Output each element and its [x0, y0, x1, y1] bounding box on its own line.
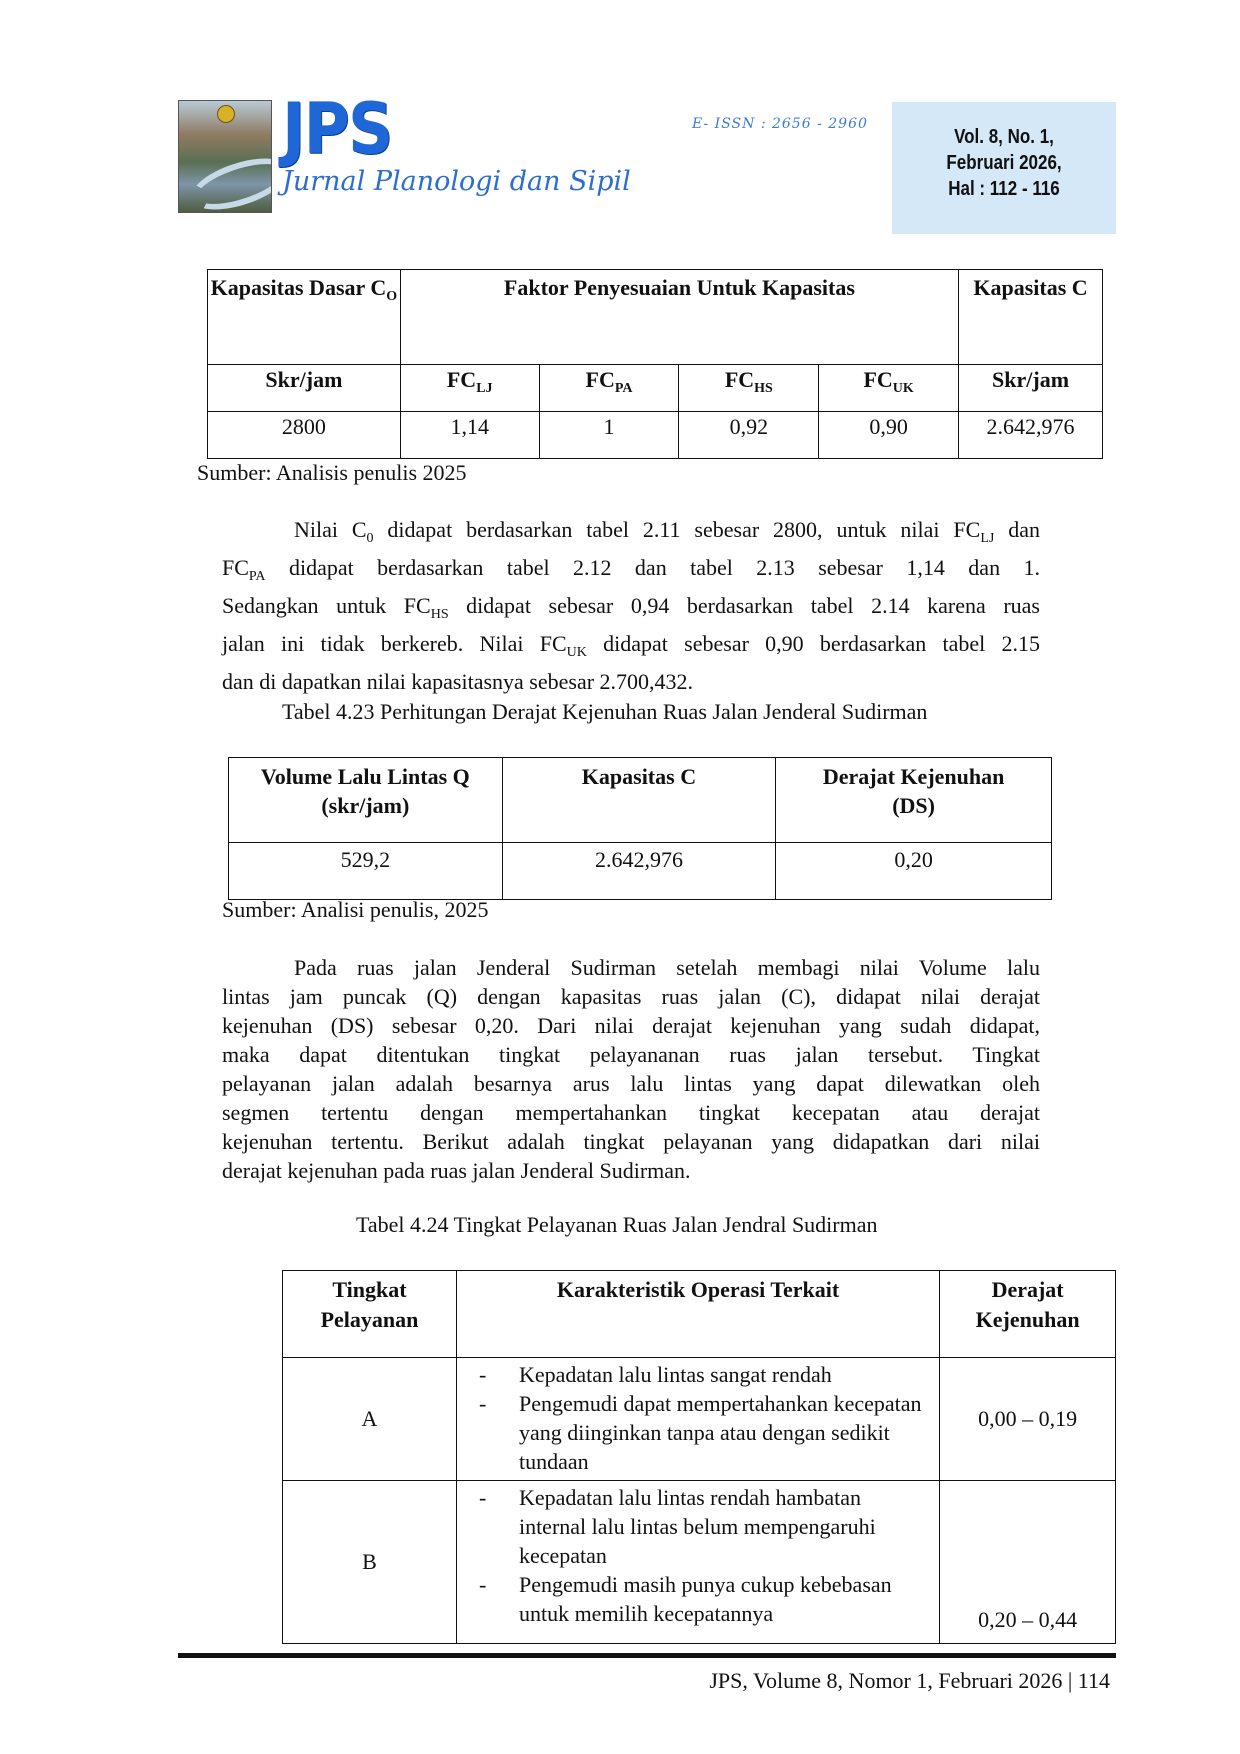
characteristics-cell [456, 1481, 939, 1644]
header-fc-pa: $FC_{PA}$ [539, 365, 679, 412]
table-cell: 2800 [208, 412, 401, 459]
emblem-icon [217, 105, 235, 123]
capacity-table [207, 269, 1103, 459]
table3-caption: Tabel 4.24 Tingkat Pelayanan Ruas Jalan Jendral Sudirman [356, 1212, 878, 1237]
volume-info-box [892, 102, 1116, 234]
table1-source: Sumber: Analisis penulis 2025 [197, 460, 467, 485]
saturation-range-cell: 0,20 – 0,44 [940, 1481, 1116, 1644]
table-cell: 0,20 [776, 843, 1052, 900]
list-item: - Pengemudi masih punya cukup kebebasan untuk memilih kecepatannya [478, 1572, 892, 1626]
list-item: - Pengemudi dapat mempertahankan kecepatan yang diinginkan tanpa atau dengan sedikit tundaan [478, 1391, 922, 1474]
table-cell: 2.642,976 [959, 412, 1103, 459]
page-footer: JPS, Volume 8, Nomor 1, Februari 2026 | 114 [709, 1668, 1110, 1693]
table-cell: 1,14 [400, 412, 539, 459]
header-capacity-base: Kapasitas Dasar $C_O$ [208, 270, 401, 365]
unit-left: Skr/jam [208, 365, 401, 412]
table-cell: 529,2 [229, 843, 503, 900]
pages-line: Hal : 112 - 116 [948, 178, 1060, 200]
header-saturation-degree: Derajat Kejenuhan [940, 1271, 1116, 1358]
header-saturation: Derajat Kejenuhan (DS) [776, 758, 1052, 843]
header-capacity-c: Kapasitas C [959, 270, 1103, 365]
unit-right: Skr/jam [959, 365, 1103, 412]
table-cell: 0,90 [819, 412, 959, 459]
table2-source: Sumber: Analisi penulis, 2025 [222, 897, 489, 922]
paragraph-saturation: Pada ruas jalan Jenderal Sudirman setelah membagi nilai Volume lalu lintas jam puncak (Q) dengan kapasitas ruas jalan (C), didapat nilai derajat kejenuhan (DS) sebesar 0,20. Dari nilai derajat kejenuhan yang sudah didapat, maka dapat ditentukan tingkat pelayananan ruas jalan tersebut. Tingkat pelayanan jalan adalah besarnya arus lalu lintas yang dapat dilewatkan oleh segmen tertentu dengan mempertahankan tingkat kecepatan atau derajat kejenuhan tertentu. Berikut adalah tingkat pelayanan yang didapatkan dari nilai derajat kejenuhan pada ruas jalan Jenderal Sudirman. [222, 955, 1040, 1183]
paragraph-capacity: Nilai $C_0$ didapat berdasarkan tabel 2.11 sebesar 2800, untuk nilai $FC_{LJ}$ dan $FC_{PA}$ didapat berdasarkan tabel 2.12 dan tabel 2.13 sebesar 1,14 dan 1. Sedangkan untuk $FC_{HS}$ didapat sebesar 0,94 berdasarkan tabel 2.14 karena ruas jalan ini tidak berkereb. Nilai $FC_{UK}$ didapat sebesar 0,90 berdasarkan tabel 2.15 dan di dapatkan nilai kapasitasnya sebesar 2.700,432. [222, 517, 1040, 694]
issn-label: E- ISSN : 2656 - 2960 [692, 116, 868, 132]
service-level-cell: A [283, 1358, 457, 1481]
journal-logo: JPS [282, 88, 392, 170]
header-characteristics: Karakteristik Operasi Terkait [456, 1271, 939, 1358]
table-cell: 1 [539, 412, 679, 459]
header-fc-lj: $FC_{LJ}$ [400, 365, 539, 412]
date-line: Februari 2026, [946, 152, 1062, 174]
header-fc-uk: $FC_{UK}$ [819, 365, 959, 412]
list-item: - Kepadatan lalu lintas rendah hambatan internal lalu lintas belum mempengaruhi kecepatan [478, 1485, 876, 1568]
header-fc-hs: $FC_{HS}$ [679, 365, 819, 412]
saturation-table [228, 757, 1052, 900]
table-cell: 2.642,976 [502, 843, 776, 900]
characteristics-cell [456, 1358, 939, 1481]
table-cell: 0,92 [679, 412, 819, 459]
service-level-cell: B [283, 1481, 457, 1644]
service-level-table [282, 1270, 1116, 1644]
journal-name: Jurnal Planologi dan Sipil [282, 166, 631, 197]
table-row [208, 412, 1103, 459]
table-row [229, 843, 1052, 900]
footer-rule [178, 1653, 1116, 1658]
journal-cover-image [178, 100, 272, 213]
header-capacity: Kapasitas C [502, 758, 776, 843]
table-row [283, 1358, 1116, 1481]
header-traffic-volume: Volume Lalu Lintas Q (skr/jam) [229, 758, 503, 843]
volume-line: Vol. 8, No. 1, [954, 126, 1054, 148]
table2-caption: Tabel 4.23 Perhitungan Derajat Kejenuhan Ruas Jalan Jenderal Sudirman [282, 699, 928, 724]
header-adjustment-factor: Faktor Penyesuaian Untuk Kapasitas [400, 270, 958, 365]
list-item: - Kepadatan lalu lintas sangat rendah [478, 1362, 832, 1387]
saturation-range-cell: 0,00 – 0,19 [940, 1358, 1116, 1481]
header-service-level: Tingkat Pelayanan [283, 1271, 457, 1358]
table-row [283, 1481, 1116, 1644]
